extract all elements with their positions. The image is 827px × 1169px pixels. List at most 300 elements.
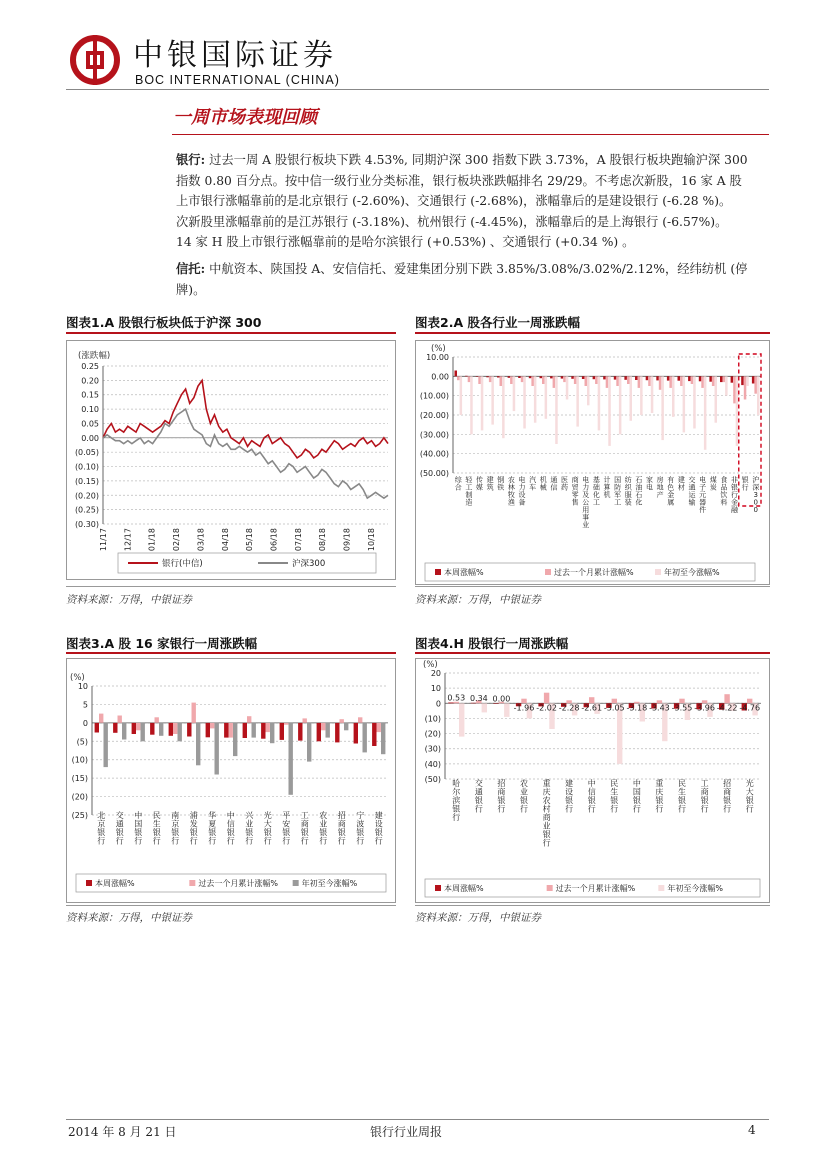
- x-tick-label: 民生银行: [152, 811, 161, 846]
- x-tick-label: 有色金属: [667, 476, 675, 507]
- legend-label: 本周涨幅%: [444, 884, 484, 893]
- bar: [593, 376, 596, 379]
- bar: [741, 376, 744, 385]
- bar: [363, 723, 367, 753]
- y-axis-label: (涨跌幅): [78, 351, 111, 361]
- fig1-source: 资料来源：万得，中银证券: [66, 594, 192, 606]
- bank-line-2: 指数 0.80 百分点。按中信一级行业分类标准，银行板块涨跌幅排名 29/29。不考虑次新股，16 家 A 股: [176, 173, 742, 188]
- x-tick-label: 通信: [550, 476, 558, 492]
- legend-label: 本周涨幅%: [444, 568, 484, 577]
- data-label: -3.18: [626, 703, 648, 713]
- bar: [614, 376, 617, 379]
- x-tick-label: 招商银行: [723, 779, 732, 814]
- data-label: -4.22: [716, 703, 738, 713]
- y-tick-label: 5: [82, 700, 88, 710]
- bar: [667, 376, 670, 380]
- bar: [566, 376, 569, 399]
- bar: [298, 723, 302, 741]
- x-tick-label: 招商银行: [337, 811, 346, 846]
- x-tick-label: 纺织服装: [624, 476, 632, 507]
- bar: [459, 703, 464, 736]
- footer-date: 2014 年 8 月 21 日: [68, 1125, 177, 1139]
- x-tick-label: 商贸零售: [571, 476, 579, 507]
- data-label: -3.96: [694, 703, 715, 713]
- bar: [513, 376, 516, 411]
- y-tick-label: 10: [77, 682, 88, 691]
- x-tick-label: 交通运输: [688, 476, 696, 507]
- y-tick-label: (0.10): [74, 462, 99, 472]
- x-tick-label: 银行: [741, 476, 749, 492]
- y-tick-label: (15): [71, 774, 88, 784]
- bar: [159, 723, 163, 736]
- legend-label: 过去一个月累计涨幅%: [555, 884, 636, 893]
- x-tick-label: 农林牧渔: [507, 476, 515, 507]
- bar: [169, 723, 173, 736]
- y-tick-label: 0.00: [431, 372, 449, 382]
- section-divider: [172, 134, 769, 135]
- x-tick-label: 食品饮料: [720, 476, 728, 507]
- bar: [326, 723, 330, 738]
- bar: [344, 723, 348, 730]
- x-tick-label: 石油石化: [635, 476, 643, 507]
- series-line-0: [103, 380, 388, 458]
- legend-swatch: [658, 885, 664, 891]
- bar: [724, 694, 729, 703]
- footer-page-number: 4: [748, 1123, 756, 1137]
- bar: [192, 703, 196, 723]
- x-tick-label: 建筑: [486, 476, 494, 492]
- bar: [576, 376, 579, 426]
- data-label: 0.34: [469, 693, 488, 703]
- bar: [701, 376, 704, 388]
- bar: [502, 376, 505, 438]
- bar: [377, 723, 381, 732]
- fig3-bottom-rule: [66, 905, 396, 906]
- legend-swatch: [435, 885, 441, 891]
- bar: [571, 376, 574, 379]
- bar: [624, 376, 627, 380]
- bar: [669, 376, 672, 388]
- x-tick-label: 光大银行: [263, 811, 272, 846]
- bar: [688, 376, 691, 381]
- bar: [523, 376, 526, 428]
- y-tick-label: (50): [424, 775, 441, 784]
- fig3-title: 图表3.A 股 16 家银行一周涨跌幅: [66, 636, 258, 651]
- bar: [476, 376, 479, 377]
- legend-label: 沪深300: [292, 559, 326, 569]
- x-tick-label: 房地产: [656, 476, 664, 499]
- y-tick-label: 0: [82, 718, 88, 728]
- x-tick-label: 沪深 3 0 0: [752, 476, 760, 514]
- bar: [317, 723, 321, 741]
- bar: [210, 723, 214, 729]
- bar: [284, 723, 288, 725]
- bar: [598, 376, 601, 430]
- bar: [481, 376, 484, 430]
- bar: [542, 376, 545, 384]
- bar: [307, 723, 311, 762]
- bar: [680, 376, 683, 386]
- bar: [196, 723, 200, 765]
- bar: [150, 723, 154, 735]
- bar: [529, 376, 532, 378]
- y-tick-label: (30.00): [419, 430, 449, 440]
- bar: [465, 376, 468, 377]
- bar: [574, 376, 577, 384]
- y-axis-label: (%): [70, 673, 85, 683]
- bar: [683, 376, 686, 432]
- bar: [587, 376, 590, 405]
- bar: [699, 376, 702, 381]
- y-tick-label: (5): [76, 737, 88, 747]
- x-tick-label: 传媒: [476, 476, 484, 492]
- y-tick-label: (20.00): [419, 411, 449, 420]
- bar: [661, 376, 664, 440]
- x-tick-label: 民生银行: [678, 779, 686, 814]
- data-label: -1.96: [513, 703, 535, 713]
- x-tick-label: 机械: [539, 476, 547, 492]
- x-tick-label: 平安银行: [282, 811, 291, 846]
- bar: [757, 376, 760, 415]
- bar: [471, 703, 476, 704]
- x-tick-label: 09/18: [342, 528, 352, 552]
- x-tick-label: 钢铁: [497, 476, 505, 492]
- y-tick-label: 0.05: [81, 419, 99, 429]
- bar: [659, 376, 662, 390]
- brand-name-cn: 中银国际证券: [133, 38, 337, 73]
- x-tick-label: 10/18: [366, 528, 376, 552]
- data-label: -3.55: [671, 703, 693, 713]
- bar: [381, 723, 385, 754]
- x-tick-label: 建设银行: [565, 779, 574, 814]
- bar: [630, 376, 633, 421]
- bar: [744, 376, 747, 399]
- bar: [640, 376, 643, 415]
- fig2-source: 资料来源：万得，中银证券: [415, 594, 541, 606]
- x-tick-label: 02/18: [172, 528, 182, 552]
- bar: [247, 716, 251, 723]
- bar: [585, 376, 588, 386]
- data-label: -4.76: [739, 703, 761, 713]
- bar: [303, 718, 307, 722]
- bar: [233, 723, 237, 756]
- x-tick-label: 电力及公用事业: [582, 476, 590, 529]
- bar: [455, 371, 458, 377]
- y-tick-label: (10): [71, 755, 88, 765]
- bar: [141, 723, 145, 741]
- x-tick-label: 交通银行: [115, 811, 124, 846]
- bar: [99, 714, 103, 723]
- x-tick-label: 非银行金融: [730, 476, 738, 514]
- bar: [617, 703, 622, 764]
- x-tick-label: 汽车: [529, 476, 537, 492]
- bar: [545, 376, 548, 419]
- bar: [493, 703, 498, 704]
- fig1-title-rule: [66, 332, 396, 334]
- data-label: -3.05: [603, 703, 625, 713]
- bar: [563, 376, 566, 382]
- bar: [752, 376, 755, 383]
- y-tick-label: (0.25): [74, 505, 99, 515]
- bar: [215, 723, 219, 775]
- bar: [510, 376, 512, 384]
- y-tick-label: (0.20): [74, 491, 99, 501]
- fig1-bottom-rule: [66, 586, 396, 587]
- y-tick-label: 0.20: [81, 376, 99, 386]
- bar: [504, 703, 509, 717]
- bar: [460, 376, 463, 415]
- bar: [372, 723, 376, 746]
- x-tick-label: 计算机: [603, 476, 611, 499]
- x-tick-label: 轻工制造: [465, 476, 473, 507]
- legend-swatch: [655, 569, 661, 575]
- bar: [261, 723, 265, 739]
- legend-label: 年初至今涨幅%: [301, 879, 358, 888]
- bar: [489, 376, 492, 382]
- data-label: -2.61: [581, 703, 603, 713]
- x-tick-label: 建设银行: [374, 811, 383, 846]
- bar: [534, 376, 537, 422]
- bar: [335, 723, 339, 743]
- x-tick-label: 交通银行: [474, 779, 483, 814]
- x-tick-label: 08/18: [318, 528, 328, 552]
- x-tick-label: 06/18: [269, 528, 279, 552]
- y-tick-label: 0.25: [81, 362, 99, 371]
- x-tick-label: 医药: [561, 476, 569, 492]
- bar: [544, 693, 549, 704]
- y-tick-label: (0.05): [74, 448, 99, 458]
- bar: [638, 376, 641, 388]
- y-tick-label: (30): [424, 744, 441, 754]
- bar: [731, 376, 734, 382]
- x-tick-label: 兴业银行: [245, 811, 254, 846]
- fig2-title-rule: [415, 332, 770, 334]
- bar: [672, 376, 675, 417]
- legend-label: 年初至今涨幅%: [667, 884, 723, 893]
- bar: [321, 723, 325, 730]
- bar: [178, 723, 182, 741]
- bar: [224, 723, 228, 738]
- bar: [289, 723, 293, 795]
- x-tick-label: 04/18: [220, 528, 230, 552]
- legend-label: 本周涨幅%: [95, 879, 135, 888]
- bar: [553, 376, 556, 388]
- fig4-title-rule: [415, 652, 770, 654]
- fig4-source: 资料来源：万得，中银证券: [415, 912, 541, 924]
- bar: [457, 376, 460, 380]
- header-divider: [66, 89, 769, 90]
- bar: [561, 376, 564, 378]
- x-tick-label: 华夏银行: [208, 811, 217, 846]
- x-tick-label: 工商银行: [700, 779, 709, 814]
- series-line-1: [103, 409, 388, 498]
- bar: [113, 723, 117, 733]
- x-tick-label: 家电: [645, 476, 653, 492]
- bar: [651, 376, 654, 413]
- fig2-title: 图表2.A 股各行业一周涨跌幅: [415, 315, 580, 330]
- fig4-bar-chart: [415, 658, 770, 903]
- bar: [155, 717, 159, 723]
- x-tick-label: 电力设备: [518, 476, 526, 507]
- legend-swatch: [547, 885, 553, 891]
- y-axis-label: (%): [431, 344, 446, 354]
- bar: [95, 723, 99, 733]
- y-tick-label: 20: [430, 669, 441, 678]
- bar: [354, 723, 358, 744]
- x-tick-label: 南京银行: [171, 811, 180, 846]
- data-label: 0.00: [492, 694, 511, 704]
- fig3-bar-chart: [66, 658, 396, 903]
- trust-label: 信托:: [176, 261, 206, 276]
- y-tick-label: (20): [71, 792, 88, 802]
- bar: [606, 376, 609, 388]
- bar: [712, 376, 715, 386]
- bar: [266, 723, 270, 732]
- y-tick-label: 10.00: [426, 353, 449, 362]
- bar: [720, 376, 723, 382]
- x-tick-label: 综合: [454, 476, 462, 492]
- bar: [736, 376, 739, 446]
- x-tick-label: 浦发银行: [189, 811, 198, 846]
- bar: [646, 376, 649, 380]
- brand-name-en: BOC INTERNATIONAL (CHINA): [135, 73, 340, 87]
- bar: [603, 376, 606, 379]
- bank-paragraph: [176, 150, 776, 253]
- y-tick-label: (0.30): [74, 520, 99, 529]
- x-tick-label: 11/17: [99, 528, 108, 552]
- bar: [187, 723, 191, 737]
- bar: [725, 376, 728, 395]
- y-tick-label: 0: [435, 699, 441, 709]
- x-tick-label: 民生银行: [610, 779, 619, 814]
- bar: [521, 376, 524, 382]
- y-tick-label: 0.10: [81, 405, 99, 415]
- bar: [340, 719, 344, 723]
- bar: [733, 376, 736, 403]
- x-tick-label: 中信银行: [226, 811, 235, 846]
- bar: [497, 376, 500, 377]
- y-tick-label: (50.00): [419, 469, 449, 478]
- chart-frame: [67, 659, 396, 903]
- data-label: -3.43: [649, 703, 670, 713]
- bank-line-4: 次新股里涨幅靠前的是江苏银行 (-3.18%)、杭州银行 (-4.45%)，涨幅靠后的是上海银行 (-6.57%)。: [176, 214, 728, 229]
- legend-swatch: [189, 880, 195, 886]
- y-axis-label: (%): [423, 660, 438, 670]
- x-tick-label: 05/18: [245, 528, 255, 552]
- bar: [648, 376, 651, 386]
- bar: [704, 376, 707, 450]
- bar: [715, 376, 718, 422]
- bar: [243, 723, 247, 738]
- bar: [678, 376, 681, 380]
- legend-swatch: [86, 880, 92, 886]
- y-tick-label: (10): [424, 714, 441, 724]
- legend-swatch: [545, 569, 551, 575]
- fig2-bottom-rule: [415, 586, 770, 587]
- bar: [746, 376, 749, 386]
- x-tick-label: 北京银行: [97, 811, 106, 846]
- bar: [582, 376, 585, 379]
- bar: [118, 716, 122, 723]
- fig2-bar-chart: [415, 340, 770, 585]
- y-tick-label: (20): [424, 729, 441, 739]
- bar: [206, 723, 210, 737]
- bar: [595, 376, 598, 384]
- bar: [709, 376, 712, 381]
- legend-swatch: [293, 880, 299, 886]
- bar: [478, 376, 481, 384]
- x-tick-label: 07/18: [293, 528, 303, 552]
- data-label: -2.02: [536, 703, 557, 713]
- bar: [173, 723, 177, 734]
- x-tick-label: 重庆银行: [655, 779, 664, 814]
- y-tick-label: 10: [430, 684, 441, 694]
- x-tick-label: 煤炭: [709, 476, 717, 492]
- trust-text: 中航资本、陕国投 A、安信信托、爱建集团分别下跌 3.85%/3.08%/3.02%/2.12%，经纬纺机 (停牌)。: [176, 262, 748, 297]
- bar: [136, 723, 140, 730]
- legend-label: 年初至今涨幅%: [664, 568, 720, 577]
- bar: [252, 723, 256, 738]
- bar: [270, 723, 274, 743]
- y-tick-label: (40.00): [419, 449, 449, 459]
- bank-line-5: 14 家 H 股上市银行涨幅靠前的是哈尔滨银行 (+0.53%) 、交通银行 (+0.34 %) 。: [176, 235, 635, 249]
- x-tick-label: 招商银行: [497, 779, 506, 814]
- bar: [491, 376, 494, 424]
- y-tick-label: (40): [424, 759, 441, 769]
- bar: [754, 376, 757, 393]
- bar: [500, 376, 503, 386]
- section-title: 一周市场表现回顾: [173, 107, 317, 128]
- data-label: -2.28: [558, 703, 580, 713]
- x-tick-label: 建材: [677, 476, 685, 492]
- x-tick-label: 01/18: [147, 528, 157, 552]
- x-tick-label: 农业银行: [520, 779, 528, 814]
- y-tick-label: 0.15: [81, 390, 99, 400]
- fig3-title-rule: [66, 652, 396, 654]
- legend-swatch: [435, 569, 441, 575]
- bar: [470, 376, 473, 434]
- bar: [122, 723, 126, 740]
- bar: [608, 376, 611, 446]
- y-tick-label: 0.00: [81, 433, 99, 443]
- bar: [540, 376, 543, 378]
- legend-label: 过去一个月累计涨幅%: [554, 568, 634, 577]
- bar: [656, 376, 659, 380]
- bar: [531, 376, 534, 386]
- footer-divider: [66, 1119, 769, 1120]
- x-tick-label: 宁波银行: [356, 811, 365, 846]
- bar: [468, 376, 471, 382]
- bar: [619, 376, 622, 434]
- boc-logo-bar: [93, 35, 97, 85]
- x-tick-label: 光大银行: [745, 779, 754, 814]
- legend-label: 银行(中信): [162, 559, 203, 569]
- footer-report-title: 银行行业周报: [370, 1125, 443, 1139]
- bank-line-1: 过去一周 A 股银行板块下跌 4.53%, 同期沪深 300 指数下跌 3.73%，A 股银行板块跑输沪深 300: [209, 153, 748, 167]
- bar: [104, 723, 108, 767]
- fig4-bottom-rule: [415, 905, 770, 906]
- bar: [280, 723, 284, 740]
- x-tick-label: 农业银行: [319, 811, 328, 846]
- y-tick-label: (25): [71, 811, 88, 820]
- bar: [635, 376, 638, 380]
- bar: [358, 717, 362, 723]
- bar: [132, 723, 136, 734]
- x-tick-label: 中信银行: [587, 779, 596, 814]
- trust-paragraph: [176, 259, 776, 300]
- bar: [627, 376, 630, 384]
- bar: [486, 376, 489, 377]
